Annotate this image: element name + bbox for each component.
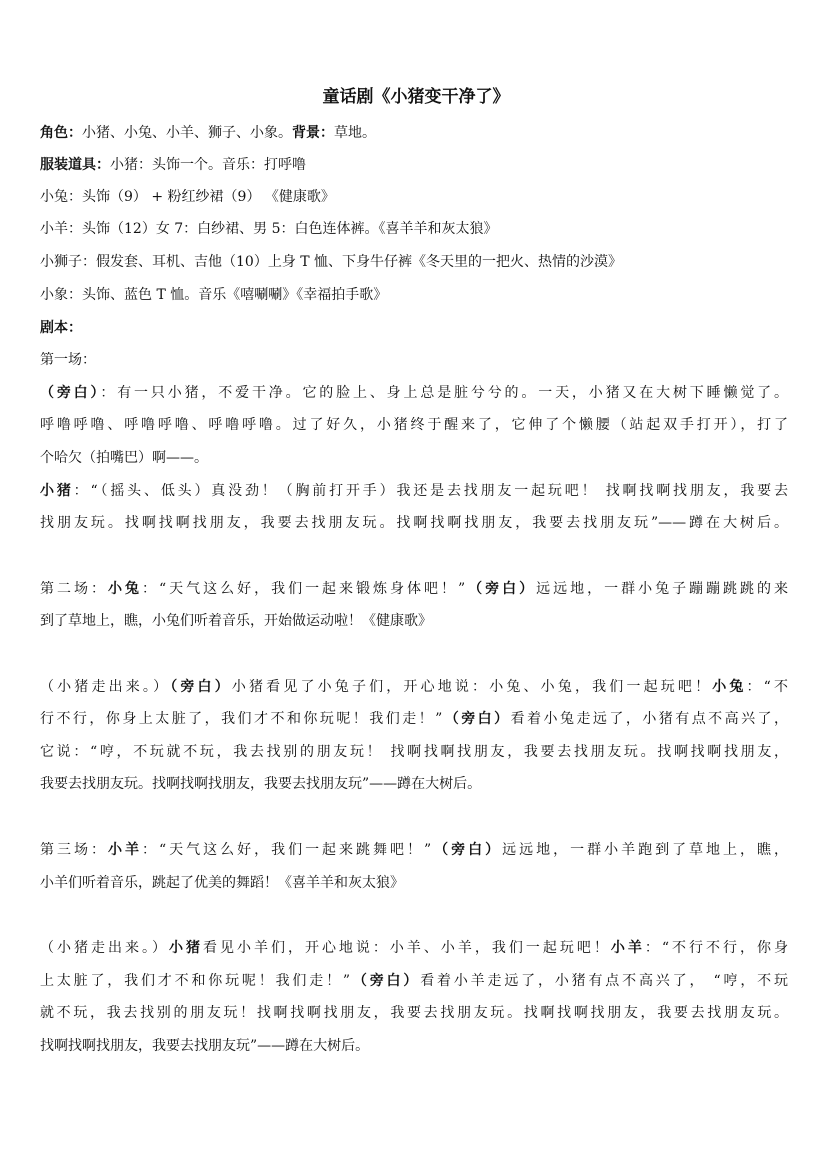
elephant-props-line: 小象：头饰、蓝色 T 恤。音乐《嘻唰唰》《幸福拍手歌》 — [40, 287, 388, 303]
background-text: 草地。 — [334, 125, 376, 141]
scene1-line-4 — [40, 480, 788, 502]
scene2-p2-line-2 — [40, 708, 788, 730]
narrator-tag: （旁白） — [431, 842, 503, 858]
scene2-p2-line-1-text-b: 小猪看见了小兔子们，开心地说：小兔、小兔，我们一起玩吧！ — [231, 679, 713, 695]
narrator-tag: （旁白） — [40, 385, 101, 401]
pig-tag: 小猪 — [40, 483, 74, 499]
scene3-p2-line-3: 就不玩，我去找别的朋友玩！找啊找啊找朋友，我要去找朋友玩。找啊找啊找朋友，我要去找朋友玩。 — [40, 1005, 788, 1021]
scene3-heading: 第三场： — [40, 842, 108, 858]
lion-props-line: 小狮子：假发套、耳机、吉他（10）上身 T 恤、下身牛仔裤《冬天里的一把火、热情的沙漠》 — [40, 254, 623, 270]
page-title: 童话剧《小猪变干净了》 — [322, 87, 510, 107]
scene1-line-1-text: ：有一只小猪，不爱干净。它的脸上、身上总是脏兮兮的。一天，小猪又在大树下睡懒觉了。 — [100, 385, 788, 401]
scene2-line-1-text: ：“天气这么好，我们一起来锻炼身体吧！” — [141, 581, 466, 597]
scene2-line-1-text-b: 远远地，一群小兔子蹦蹦跳跳的来 — [536, 581, 788, 597]
scene3-p2-line-1-text-b: 看见小羊们，开心地说：小羊、小羊，我们一起玩吧！ — [202, 940, 611, 956]
scene3-line-1-text-b: 远远地，一群小羊跑到了草地上，瞧， — [502, 842, 788, 858]
narrator-tag: （旁白） — [442, 711, 511, 727]
narrator-tag: （旁白） — [465, 581, 537, 597]
rabbit-tag: 小兔 — [107, 581, 142, 597]
scene2-p2-line-2-text: 行不行，你身上太脏了，我们才不和你玩呢！我们走！” — [40, 711, 443, 727]
narrator-tag: （旁白） — [170, 679, 232, 695]
scene3-p2-line-1-text: （小猪走出来。） — [40, 940, 169, 956]
scene2-heading: 第二场： — [40, 581, 108, 597]
scene3-line-2: 小羊们听着音乐，跳起了优美的舞蹈！《喜羊羊和灰太狼》 — [40, 875, 404, 891]
narrator-tag: （旁白） — [350, 973, 421, 989]
scene3-line-1 — [40, 839, 788, 861]
scene2-p2-line-1-text: （小猪走出来。） — [40, 679, 171, 695]
sheep-tag: 小羊 — [610, 940, 645, 956]
roles-label: 角色： — [40, 125, 82, 141]
scene3-p2-line-2-text: 上太脏了，我们才不和你玩呢！我们走！” — [40, 973, 351, 989]
sheep-props-line: 小羊：头饰（12）女 7：白纱裙、男 5：白色连体裤。《喜羊羊和灰太狼》 — [40, 221, 498, 237]
pig-tag: 小猪 — [168, 940, 203, 956]
scene2-p2-line-3: 它说：“哼，不玩就不玩，我去找别的朋友玩！ 找啊找啊找朋友，我要去找朋友玩。找啊找啊找朋友， — [40, 744, 788, 760]
costume-text: 小猪：头饰一个。音乐：打呼噜 — [110, 157, 306, 173]
scene3-p2-line-1 — [40, 937, 788, 959]
roles-text: 小猪、小兔、小羊、狮子、小象。 — [82, 125, 292, 141]
scene2-p2-line-1 — [40, 676, 788, 698]
scene1-heading: 第一场： — [40, 352, 96, 368]
scene3-line-1-text: ：“天气这么好，我们一起来跳舞吧！” — [141, 842, 432, 858]
scene1-line-3: 个哈欠（拍嘴巴）啊——。 — [40, 450, 208, 466]
scene2-line-1 — [40, 578, 788, 600]
roles-line — [40, 122, 376, 144]
scene1-line-4-text: ：“（摇头、低头）真没劲！（胸前打开手）我还是去找朋友一起玩吧！ 找啊找啊找朋友，我要去 — [73, 483, 788, 499]
scene1-line-5: 找朋友玩。找啊找啊找朋友，我要去找朋友玩。找啊找啊找朋友，我要去找朋友玩”——蹲在大树后。 — [40, 515, 788, 531]
scene3-p2-line-2 — [40, 970, 788, 992]
costume-line — [40, 154, 306, 176]
scene3-p2-line-1-text-c: ：“不行不行，你身 — [644, 940, 788, 956]
background-label: 背景： — [292, 125, 334, 141]
costume-label: 服装道具： — [40, 157, 110, 173]
script-label: 剧本： — [40, 320, 82, 336]
sheep-tag: 小羊 — [107, 842, 142, 858]
scene3-p2-line-2-text-b: 看着小羊走远了，小猪有点不高兴了， “哼，不玩 — [420, 973, 788, 989]
scene2-p2-line-1-text-c: ：“不 — [746, 679, 788, 695]
scene2-p2-line-4: 我要去找朋友玩。找啊找啊找朋友，我要去找朋友玩”——蹲在大树后。 — [40, 776, 482, 792]
rabbit-props-line: 小兔：头饰（9） + 粉红纱裙（9） 《健康歌》 — [40, 189, 335, 205]
rabbit-tag: 小兔 — [712, 679, 747, 695]
scene1-line-1 — [40, 382, 788, 404]
scene2-line-2: 到了草地上，瞧，小兔们听着音乐，开始做运动啦！《健康歌》 — [40, 613, 432, 629]
scene3-p2-line-4: 找啊找啊找朋友，我要去找朋友玩”——蹲在大树后。 — [40, 1038, 370, 1054]
scene1-line-2: 呼噜呼噜、呼噜呼噜、呼噜呼噜。过了好久，小猪终于醒来了，它伸了个懒腰（站起双手打开），打了 — [40, 417, 788, 433]
scene2-p2-line-2-text-b: 看着小兔走远了，小猪有点不高兴了， — [510, 711, 788, 727]
